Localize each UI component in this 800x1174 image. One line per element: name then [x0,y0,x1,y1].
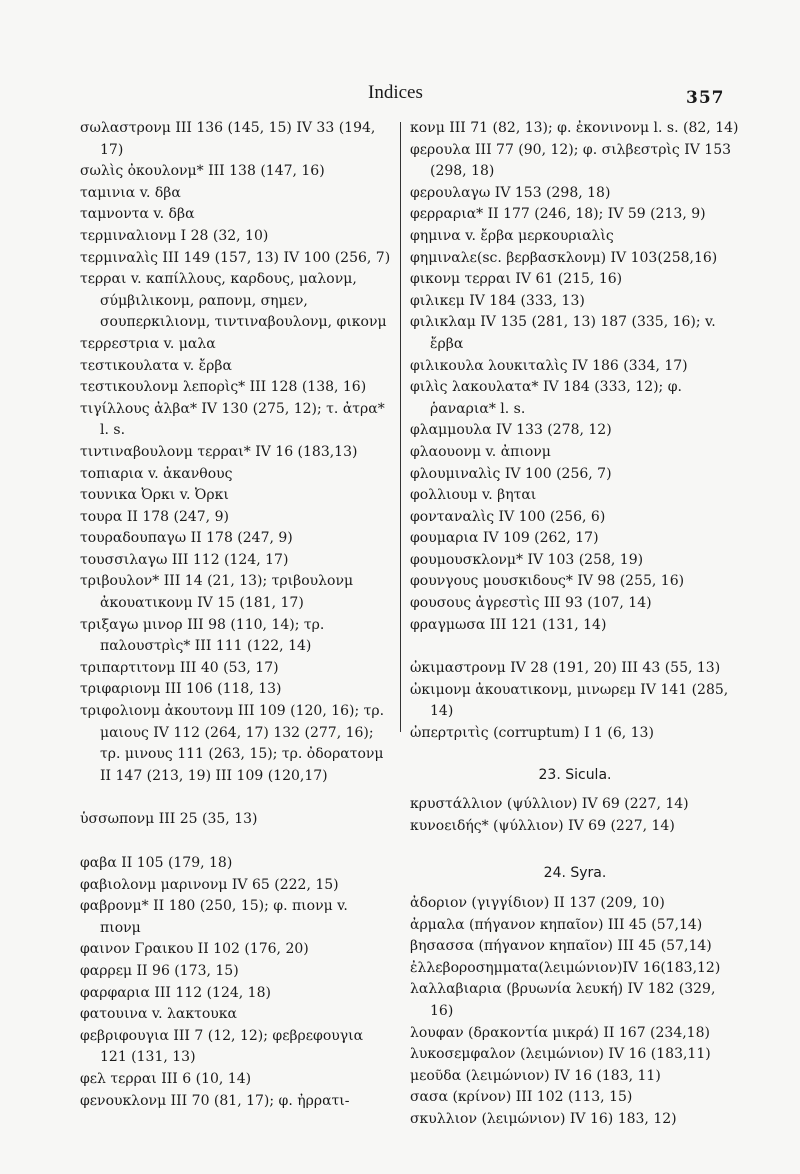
index-entry: μεοῦδα (λειμώνιον) IV 16 (183, 11) [410,1067,661,1084]
section-heading-sicula: 23. Sicula. [538,766,612,783]
index-entry: ταμνοντα v. δβα [80,206,195,223]
index-entry: φιλικουλα λουκιταλὶς IV 186 (334, 17) [410,357,688,374]
index-entry: φαινον Γραικου II 102 (176, 20) [80,941,309,958]
index-entry: ὑσσωπονμ III 25 (35, 13) [80,811,258,828]
page-number: 357 [686,88,725,108]
index-entry: φολλιουμ v. βηται [410,487,537,504]
index-entry: φλουμιναλὶς IV 100 (256, 7) [410,465,612,482]
page-header [0,82,800,112]
column-divider [400,122,401,732]
index-entry: ὠκιμονμ ἀκουατικονμ, μινωρεμ IV 141 (285, 14) [410,681,729,720]
right-column [410,118,740,1131]
index-entry: φενουκλονμ III 70 (81, 17); φ. ἠρρατι- [80,1092,350,1109]
index-entry: ἀδοριον (γιγγίδιον) II 137 (209, 10) [410,895,665,911]
index-entry: φημινα v. ἔρβα μερκουριαλὶς [410,227,614,244]
index-entry: φουμουσκλονμ* IV 103 (258, 19) [410,551,644,568]
entry-group [410,658,740,744]
index-entry: τερμιναλιονμ I 28 (32, 10) [80,227,269,244]
entry-group [410,794,740,837]
group-gap [410,636,740,658]
index-entry: τουραδουπαγω II 178 (247, 9) [80,530,293,547]
index-entry: τερρεστρια v. μαλα [80,335,216,352]
index-entry: τριβουλον* III 14 (21, 13); τριβουλονμ ἀκουατικονμ IV 15 (181, 17) [80,573,354,612]
index-entry: τερραι v. καπίλλους, καρδους, μαλονμ, σύμβιλικονμ, ραπονμ, σημεν, σουπερκιλιονμ, τιντιναβουλονμ, φικονμ [80,271,387,331]
section-heading-syra: 24. Syra. [543,865,607,882]
index-entry: λαλλαβιαρια (βρυωνία λευκή) IV 182 (329, 16) [410,981,716,1019]
index-entry: φεβριφουγια III 7 (12, 12); φεβρεφουγια 121 (131, 13) [80,1027,364,1066]
index-entry: φραγμωσα III 121 (131, 14) [410,616,607,633]
entry-group [80,853,392,1112]
index-entry: τουρα II 178 (247, 9) [80,508,229,525]
index-entry: τριξαγω μινορ III 98 (110, 14); τρ. παλουστρὶς* III 111 (122, 14) [80,616,325,655]
index-entry: σασα (κρίνον) III 102 (113, 15) [410,1089,633,1106]
index-entry: φουσους ἀγρεστὶς III 93 (107, 14) [410,595,652,612]
index-entry: τερμιναλὶς III 149 (157, 13) IV 100 (256, 7) [80,249,391,266]
index-entry: σωλὶς ὀκουλονμ* III 138 (147, 16) [80,163,325,180]
index-entry: βησασσα (πήγανον κηπαῖον) III 45 (57,14) [410,938,712,955]
index-entry: φαρρεμ II 96 (173, 15) [80,962,239,979]
section-gap [410,745,740,763]
group-gap [80,831,392,853]
left-column [80,118,392,1112]
index-entry: φουνγους μουσκιδους* IV 98 (255, 16) [410,573,685,590]
index-entry: τριπαρτιτονμ III 40 (53, 17) [80,659,279,676]
entry-group [80,118,392,787]
index-entry: φημιναλε(sc. βερβασκλονμ) IV 103(258,16) [410,249,718,266]
index-entry: ἐλλεβοροσημματα(λειμώνιον)IV 16(183,12) [410,959,721,976]
index-entry: φαβα II 105 (179, 18) [80,855,233,871]
index-entry: φερραρια* II 177 (246, 18); IV 59 (213, 9) [410,206,706,223]
index-entry: φιλὶς λακουλατα* IV 184 (333, 12); φ. ῥαναρια* l. s. [410,379,682,417]
index-entry: ὠπερτριτὶς (corruptum) I 1 (6, 13) [410,725,654,742]
index-entry: λυκοσεμφαλον (λειμώνιον) IV 16 (183,11) [410,1046,711,1063]
index-entry: κονμ III 71 (82, 13); φ. ἐκονινονμ l. s. (82, 14) [410,120,739,136]
index-entry: φερουλαγω IV 153 (298, 18) [410,184,611,201]
index-entry: τεστικουλονμ λεπορὶς* III 128 (138, 16) [80,379,367,396]
index-entry: τριφαριονμ III 106 (118, 13) [80,681,282,698]
index-entry: κρυστάλλιον (ψύλλιον) IV 69 (227, 14) [410,796,689,813]
index-entry: φερουλα III 77 (90, 12); φ. σιλβεστρὶς IV 153 (298, 18) [410,141,732,180]
index-entry: ὠκιμαστρονμ IV 28 (191, 20) III 43 (55, 13) [410,660,721,677]
index-entry: σκυλλιον (λειμώνιον) IV 16) 183, 12) [410,1110,677,1127]
index-entry: φαβρονμ* II 180 (250, 15); φ. πιονμ v. πιονμ [80,898,348,936]
entry-group [80,809,392,831]
page-title: Indices [368,82,423,103]
index-entry: ταμινια v. δβα [80,184,181,201]
index-entry: τριφολιονμ ἀκουτονμ III 109 (120, 16); τρ. μαιους IV 112 (264, 17) 132 (277, 16); τρ. μινους 111 (263, 15); τρ. ὀδορατονμ II 147 (213, 19) III 109 (120,17) [80,703,385,784]
index-entry: φελ τερραι III 6 (10, 14) [80,1070,252,1087]
entry-group [410,893,740,1131]
section-gap [410,837,740,861]
index-entry: τουσσιλαγω III 112 (124, 17) [80,551,289,568]
index-entry: τιγίλλους ἀλβα* IV 130 (275, 12); τ. ἀτρα* l. s. [80,400,385,439]
index-entry: φιλικεμ IV 184 (333, 13) [410,292,585,309]
index-entry: σωλαστρονμ III 136 (145, 15) IV 33 (194, 17) [80,120,376,158]
index-entry: ἀρμαλα (πήγανον κηπαῖον) III 45 (57,14) [410,916,703,933]
index-entry: λουφαν (δρακοντία μικρά) II 167 (234,18) [410,1024,710,1041]
index-entry: τεστικουλατα v. ἔρβα [80,357,232,374]
index-entry: φατουινα v. λακτουκα [80,1006,237,1023]
group-gap [80,787,392,809]
index-entry: φαρφαρια III 112 (124, 18) [80,984,271,1001]
index-entry: φονταναλὶς IV 100 (256, 6) [410,508,606,525]
index-entry: τουνικα Ὀρκι v. Ὀρκι [80,487,229,504]
index-entry: φουμαρια IV 109 (262, 17) [410,530,599,547]
index-entry: φαβιολονμ μαρινονμ IV 65 (222, 15) [80,876,339,893]
entry-group [410,118,740,636]
index-entry: φλαουονμ v. ἀπιονμ [410,443,551,460]
index-entry: φιλικλαμ IV 135 (281, 13) 187 (335, 16); v. ἔρβα [410,314,716,352]
index-entry: τιντιναβουλονμ τερραι* IV 16 (183,13) [80,443,358,460]
index-entry: τοπιαρια v. ἀκανθους [80,465,233,482]
index-entry: φλαμμουλα IV 133 (278, 12) [410,422,612,439]
index-entry: φικονμ τερραι IV 61 (215, 16) [410,271,623,288]
index-entry: κυνοειδής* (ψύλλιον) IV 69 (227, 14) [410,817,675,834]
